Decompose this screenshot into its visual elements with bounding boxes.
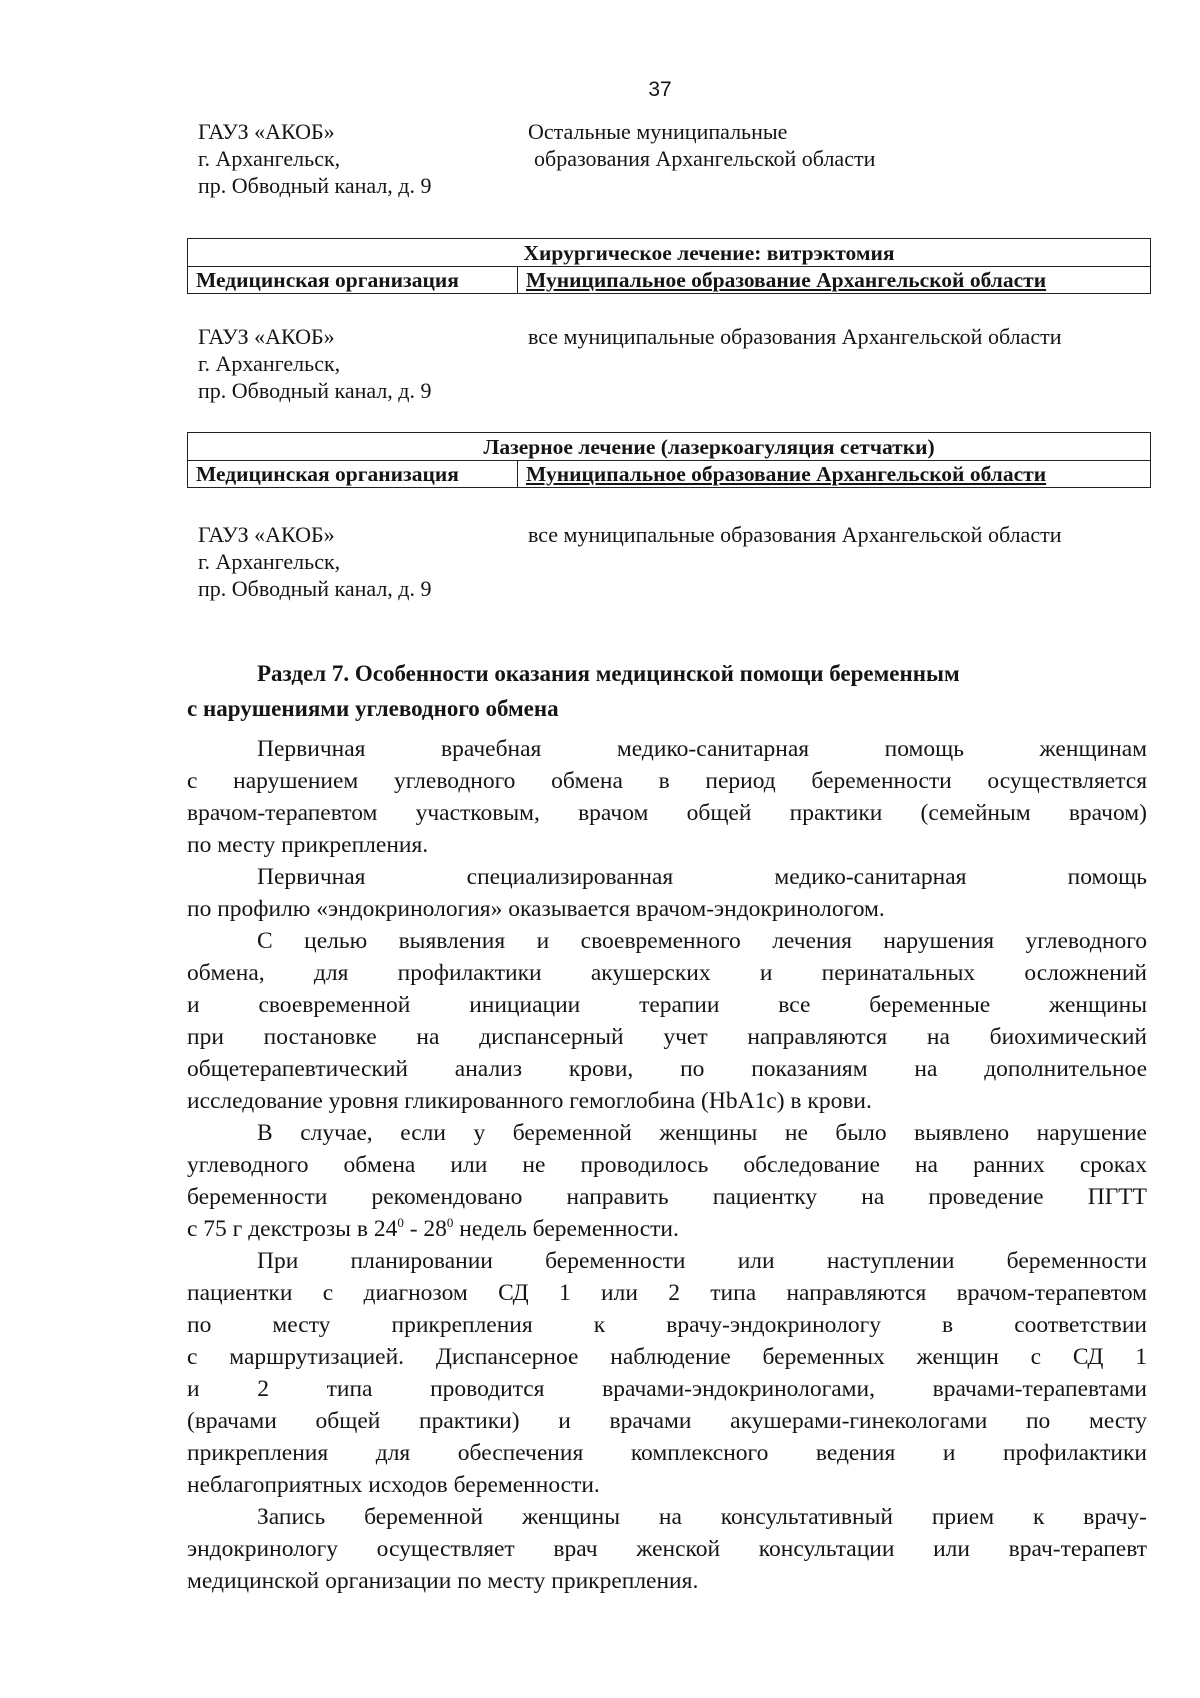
section-title-line: Раздел 7. Особенности оказания медицинской помощи беременным — [257, 661, 960, 686]
text-line: прикрепления для обеспечения комплексного ведения и профилактики — [187, 1440, 1147, 1466]
text-line: С целью выявления и своевременного лечения нарушения углеводного — [257, 928, 1147, 954]
column-header-organization: Медицинская организация — [188, 461, 518, 487]
text-line: по месту прикрепления. — [187, 832, 429, 858]
municipality — [528, 521, 1168, 548]
text-line: исследование уровня гликированного гемоглобина (HbA1c) в крови. — [187, 1088, 872, 1114]
municipality-line: все муниципальные образования Архангельской области — [528, 522, 1062, 547]
text-line: Запись беременной женщины на консультативный прием к врачу- — [257, 1504, 1147, 1530]
org-city: г. Архангельск, — [198, 351, 341, 376]
text-line: При планировании беременности или наступлении беременности — [257, 1248, 1147, 1274]
text-line: врачом-терапевтом участковым, врачом общей практики (семейным врачом) — [187, 800, 1147, 826]
text-line: неблагоприятных исходов беременности. — [187, 1472, 600, 1498]
text-line: и 2 типа проводится врачами-эндокринологами, врачами-терапевтами — [187, 1376, 1147, 1402]
org-address: пр. Обводный канал, д. 9 — [198, 576, 432, 601]
text-line: Первичная врачебная медико-санитарная помощь женщинам — [257, 736, 1147, 762]
text-line: пациентки с диагнозом СД 1 или 2 типа направляются врачом-терапевтом — [187, 1280, 1147, 1306]
text-line: обмена, для профилактики акушерских и перинатальных осложнений — [187, 960, 1147, 986]
text-line: беременности рекомендовано направить пациентку на проведение ПГТТ — [187, 1184, 1147, 1210]
municipality-line: Остальные муниципальные — [528, 119, 788, 144]
text-line: по месту прикрепления к врачу-эндокринологу в соответствии — [187, 1312, 1147, 1338]
medical-organization — [198, 118, 518, 199]
municipality — [528, 118, 1168, 172]
pgtt-prefix: с 75 г декстрозы в 24 — [187, 1216, 398, 1242]
text-line: с маршрутизацией. Диспансерное наблюдение беременных женщин с СД 1 — [187, 1344, 1147, 1370]
table-header-row — [188, 461, 1150, 487]
org-city: г. Архангельск, — [198, 146, 341, 171]
org-name: ГАУЗ «АКОБ» — [198, 119, 335, 144]
paragraph-5 — [187, 1245, 1147, 1501]
org-city: г. Архангельск, — [198, 549, 341, 574]
municipality-line: образования Архангельской области — [534, 146, 876, 171]
column-header-organization: Медицинская организация — [188, 267, 518, 293]
municipality-line: все муниципальные образования Архангельской области — [528, 324, 1062, 349]
text-line: с нарушением углеводного обмена в период беременности осуществляется — [187, 768, 1147, 794]
degree-superscript: 0 — [446, 1215, 454, 1231]
table-title: Хирургическое лечение: витрэктомия — [188, 239, 1150, 267]
text-line: медицинской организации по месту прикрепления. — [187, 1568, 699, 1594]
medical-organization — [198, 323, 518, 404]
text-line: и своевременной инициации терапии все беременные женщины — [187, 992, 1147, 1018]
text-line: при постановке на диспансерный учет направляются на биохимический — [187, 1024, 1147, 1050]
org-address: пр. Обводный канал, д. 9 — [198, 378, 432, 403]
text-line: Первичная специализированная медико-санитарная помощь — [257, 864, 1147, 890]
text-line: В случае, если у беременной женщины не было выявлено нарушение — [257, 1120, 1147, 1146]
medical-organization — [198, 521, 518, 602]
section-title-line: с нарушениями углеводного обмена — [187, 696, 559, 721]
text-line: общетерапевтический анализ крови, по показаниям на дополнительное — [187, 1056, 1147, 1082]
column-header-municipality: Муниципальное образование Архангельской области — [526, 462, 1047, 486]
degree-superscript: 0 — [397, 1215, 404, 1231]
text-line: по профилю «эндокринология» оказывается врачом-эндокринологом. — [187, 896, 885, 922]
org-name: ГАУЗ «АКОБ» — [198, 522, 335, 547]
page-number: 37 — [648, 78, 672, 101]
text-line-pgtt — [187, 1213, 1147, 1245]
org-name: ГАУЗ «АКОБ» — [198, 324, 335, 349]
pgtt-suffix: недель беременности. — [453, 1216, 679, 1242]
paragraph-4 — [187, 1117, 1147, 1245]
table-title: Лазерное лечение (лазеркоагуляция сетчатки) — [188, 433, 1150, 461]
municipality — [528, 323, 1168, 350]
pgtt-middle: - 28 — [403, 1216, 447, 1242]
table-laser — [187, 432, 1151, 488]
column-header-municipality: Муниципальное образование Архангельской области — [526, 268, 1047, 292]
paragraph-3 — [187, 925, 1147, 1117]
text-line: (врачами общей практики) и врачами акушерами-гинекологами по месту — [187, 1408, 1147, 1434]
paragraph-6 — [187, 1501, 1147, 1597]
table-vitrectomy — [187, 238, 1151, 294]
org-address: пр. Обводный канал, д. 9 — [198, 173, 432, 198]
section-title — [187, 656, 1147, 726]
paragraph-1 — [187, 733, 1147, 861]
paragraph-2 — [187, 861, 1147, 925]
table-header-row — [188, 267, 1150, 293]
text-line: эндокринологу осуществляет врач женской консультации или врач-терапевт — [187, 1536, 1147, 1562]
text-line: углеводного обмена или не проводилось обследование на ранних сроках — [187, 1152, 1147, 1178]
